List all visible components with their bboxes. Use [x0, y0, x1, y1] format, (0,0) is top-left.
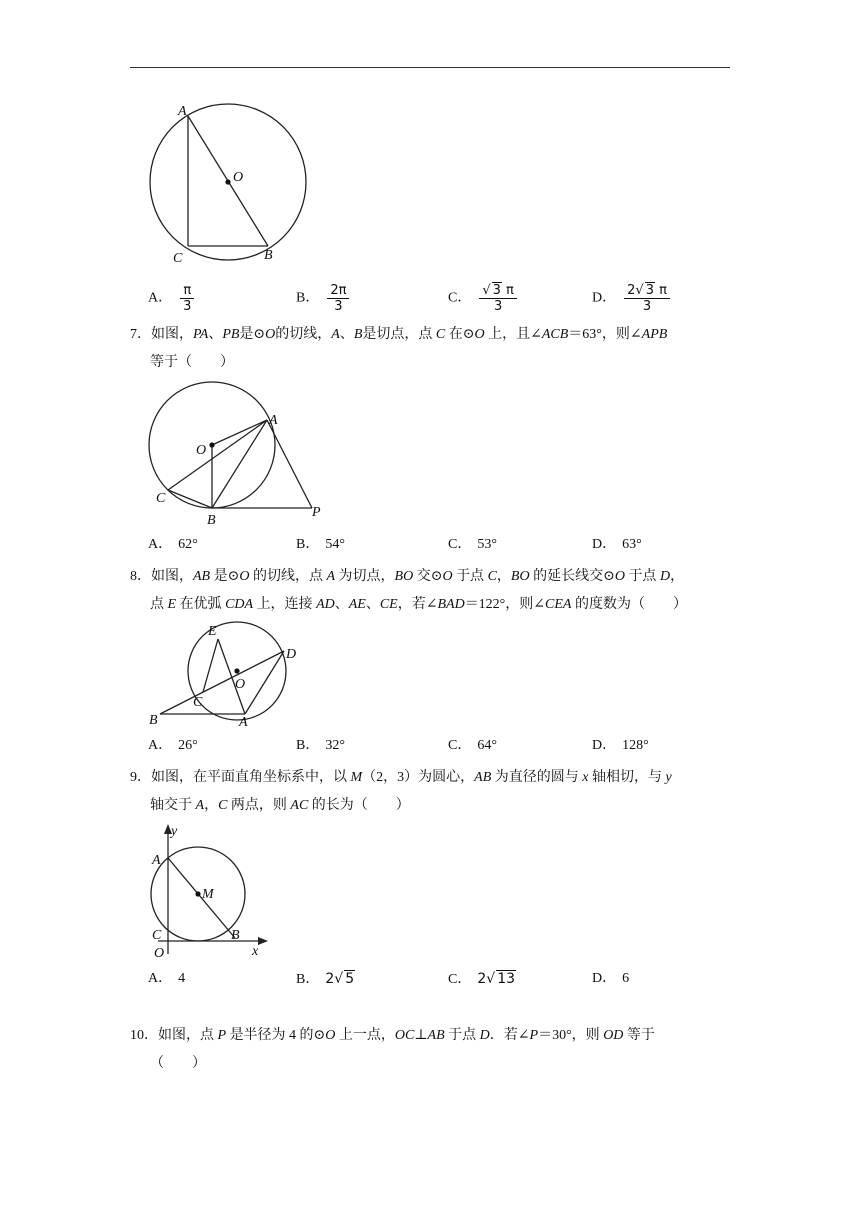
q6-option-d-letter: D． — [592, 290, 617, 306]
q6-option-a[interactable] — [148, 283, 194, 314]
q7-text: 7．如图，PA、PB是⊙O的切线，A、B是切点，点 C 在⊙O 上，且∠ACB＝63°，则∠APB 等于（ ） — [130, 321, 730, 377]
q7-diagram — [140, 380, 340, 530]
q6-option-a-fraction — [180, 283, 194, 314]
q10-text-line2: （ ） — [150, 1056, 206, 1071]
q6-option-a-numerator: π — [180, 283, 194, 299]
q6-option-a-denominator: 3 — [183, 299, 192, 314]
q7-number: 7． — [130, 327, 151, 342]
q9-label-c: C — [152, 928, 162, 943]
q6-option-c-radicand: 3 — [492, 283, 501, 298]
q9-option-b-value: 2√ 5 — [325, 971, 355, 987]
q6-option-b[interactable] — [296, 283, 349, 314]
q7-label-p: P — [312, 505, 321, 520]
q6-option-d-radicand: 3 — [645, 283, 654, 298]
q9-label-x: x — [252, 944, 259, 959]
q6-option-c-denominator: 3 — [493, 299, 503, 314]
q6-figure — [140, 96, 320, 266]
q7-segment-cb — [168, 490, 212, 508]
q7-option-c[interactable]: C． 53° — [448, 537, 497, 552]
q6-label-o: O — [233, 170, 244, 185]
q9-center-dot — [195, 891, 200, 896]
q9-label-a: A — [152, 853, 161, 868]
q6-option-d-numerator: 2√ 3 π — [624, 283, 670, 299]
q8-option-c[interactable]: C． 64° — [448, 738, 497, 753]
q7-option-b[interactable]: B． 54° — [296, 537, 345, 552]
q9-option-c[interactable]: C． 2√ 13 — [448, 971, 516, 987]
q6-label-a: A — [178, 104, 187, 119]
q6-option-c-pi: π — [501, 283, 514, 298]
q9-figure — [140, 822, 280, 962]
q8-label-e: E — [208, 624, 217, 639]
q8-diagram — [140, 618, 320, 733]
q6-option-b-letter: B． — [296, 290, 320, 306]
q6-option-a-letter: A． — [148, 290, 173, 306]
q8-option-d[interactable]: D． 128° — [592, 738, 649, 753]
q9-label-y: y — [171, 824, 178, 839]
q7-center-dot — [209, 442, 214, 447]
q6-option-c[interactable] — [448, 283, 517, 314]
q8-label-a: A — [239, 715, 248, 730]
q7-label-o: O — [196, 443, 207, 458]
q9-option-c-value: 2√ 13 — [477, 971, 516, 987]
q6-option-c-numerator: √ 3 π — [479, 283, 517, 299]
q7-option-d[interactable]: D． 63° — [592, 537, 642, 552]
q6-option-d-coef: 2 — [627, 283, 636, 298]
q7-tangent-pa — [267, 420, 312, 508]
q9-text: 9．如图，在平面直角坐标系中，以 M（2，3）为圆心，AB 为直径的圆与 x 轴相切，与 y 轴交于 A，C 两点，则 AC 的长为（ ） — [130, 764, 730, 820]
q10-text: 10．如图，点 P 是半径为 4 的⊙O 上一点，OC⊥AB 于点 D．若∠P＝30°，则 OD 等于 （ ） — [130, 1022, 730, 1078]
q8-label-c: C — [193, 695, 203, 710]
q7-label-b: B — [207, 513, 216, 528]
q9-number: 9． — [130, 770, 151, 785]
q6-option-b-denominator: 3 — [334, 299, 343, 314]
q7-option-a[interactable]: A． 62° — [148, 537, 198, 552]
q6-label-b: B — [264, 248, 273, 263]
q9-diagram — [140, 822, 280, 962]
q6-option-d[interactable] — [592, 283, 670, 314]
q6-option-b-numerator: 2π — [327, 283, 349, 299]
header-rule — [130, 67, 730, 68]
q6-option-c-fraction — [479, 283, 517, 314]
q8-option-a[interactable]: A． 26° — [148, 738, 198, 753]
q6-option-d-fraction — [624, 283, 670, 314]
q6-center-dot — [225, 179, 230, 184]
q8-figure — [140, 618, 320, 733]
q6-label-c: C — [173, 251, 183, 266]
q7-segment-ca — [168, 420, 267, 490]
q9-label-o: O — [154, 946, 165, 961]
q8-secant-bd — [160, 651, 284, 714]
q6-option-c-letter: C． — [448, 290, 472, 306]
q7-label-a: A — [269, 413, 278, 428]
q8-option-b[interactable]: B． 32° — [296, 738, 345, 753]
q9-label-b: B — [231, 928, 240, 943]
q8-text-line2: 点 E 在优弧 CDA 上，连接 AD、AE、CE，若∠BAD＝122°，则∠CEA 的度数为（ ） — [150, 597, 687, 612]
q6-option-d-denominator: 3 — [642, 299, 652, 314]
q7-label-c: C — [156, 491, 166, 506]
q9-option-d[interactable]: D． 6 — [592, 971, 630, 986]
q9-option-a[interactable]: A． 4 — [148, 971, 186, 986]
q8-number: 8． — [130, 569, 151, 584]
q8-text: 8．如图，AB 是⊙O 的切线，点 A 为切点，BO 交⊙O 于点 C，BO 的延长线交⊙O 于点 D， 点 E 在优弧 CDA 上，连接 AD、AE、CE，若∠BAD＝122°，则∠CEA 的度数为（ ） — [130, 563, 730, 619]
q9-x-arrow — [258, 937, 268, 945]
q8-label-d: D — [286, 647, 297, 662]
q8-segment-ec — [203, 639, 218, 692]
q8-label-b: B — [149, 713, 158, 728]
q6-diagram — [140, 96, 320, 266]
q6-option-b-fraction — [327, 283, 349, 314]
q9-text-line2: 轴交于 A，C 两点，则 AC 的长为（ ） — [150, 798, 410, 813]
q8-label-o: O — [235, 677, 246, 692]
q7-figure — [140, 380, 340, 530]
q9-option-b[interactable]: B． 2√ 5 — [296, 971, 355, 987]
q7-text-line2: 等于（ ） — [150, 355, 234, 370]
q10-number: 10． — [130, 1028, 158, 1043]
q9-label-m: M — [202, 887, 214, 902]
q8-center-dot — [234, 668, 239, 673]
q6-option-d-pi: π — [654, 283, 667, 298]
